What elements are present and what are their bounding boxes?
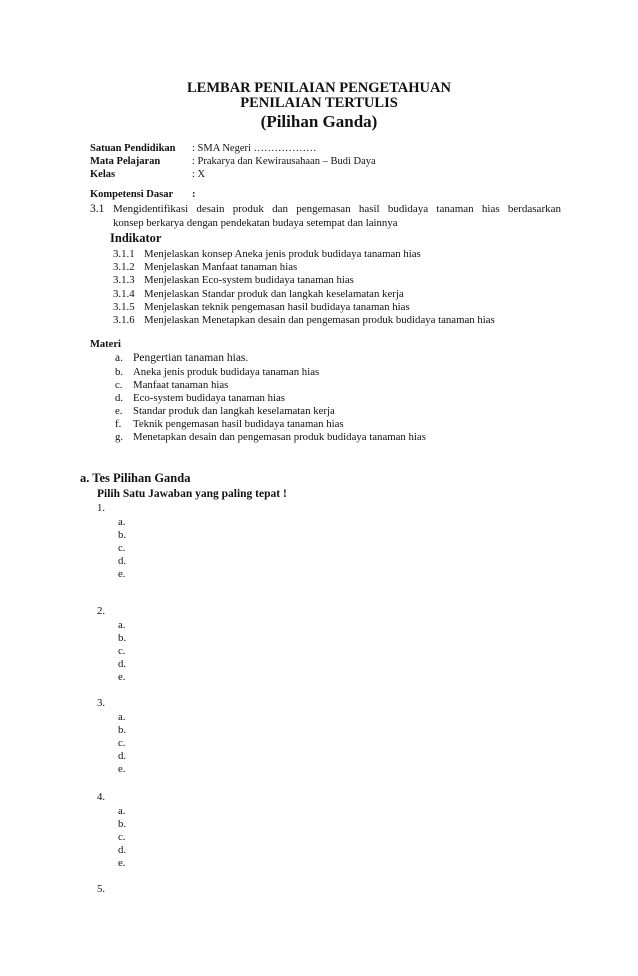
option-b: b. — [118, 724, 127, 736]
materi-text: Menetapkan desain dan pengemasan produk budidaya tanaman hias — [133, 431, 426, 443]
indikator-text: Menjelaskan konsep Aneka jenis produk budidaya tanaman hias — [144, 248, 421, 260]
info-label-kelas: Kelas — [90, 169, 116, 180]
option-a: a. — [118, 516, 126, 528]
info-label-mapel: Mata Pelajaran — [90, 156, 161, 167]
option-c: c. — [118, 645, 126, 657]
materi-letter: d. — [115, 392, 124, 404]
materi-text: Teknik pengemasan hasil budidaya tanaman hias — [133, 418, 344, 430]
option-e: e. — [118, 857, 126, 869]
materi-text: Aneka jenis produk budidaya tanaman hias — [133, 366, 320, 378]
indikator-text: Menjelaskan Standar produk dan langkah keselamatan kerja — [144, 288, 404, 300]
option-e: e. — [118, 568, 126, 580]
option-a: a. — [118, 619, 126, 631]
option-d: d. — [118, 555, 127, 567]
info-value-satuan: : SMA Negeri ……………… — [192, 143, 317, 154]
option-e: e. — [118, 763, 126, 775]
materi-letter: c. — [115, 379, 123, 391]
option-d: d. — [118, 750, 127, 762]
indikator-text: Menjelaskan Manfaat tanaman hias — [144, 261, 298, 273]
materi-letter: g. — [115, 431, 124, 443]
indikator-num: 3.1.4 — [113, 288, 135, 300]
materi-heading: Materi — [90, 339, 121, 350]
question-number: 5. — [97, 883, 106, 895]
kd-line-2: konsep berkarya dengan pendekatan budaya setempat dan lainnya — [113, 217, 398, 229]
indikator-heading: Indikator — [110, 231, 162, 245]
info-value-mapel: : Prakarya dan Kewirausahaan – Budi Daya — [192, 156, 376, 167]
title-line-3: (Pilihan Ganda) — [260, 112, 378, 131]
question-number: 3. — [97, 697, 106, 709]
kompetensi-label: Kompetensi Dasar — [90, 189, 174, 200]
indikator-num: 3.1.3 — [113, 274, 135, 286]
materi-text: Eco-system budidaya tanaman hias — [133, 392, 286, 404]
indikator-text: Menjelaskan Eco-system budidaya tanaman hias — [144, 274, 354, 286]
option-b: b. — [118, 818, 127, 830]
indikator-text: Menjelaskan Menetapkan desain dan pengemasan produk budidaya tanaman hias — [144, 314, 495, 326]
option-c: c. — [118, 831, 126, 843]
materi-letter: f. — [115, 418, 122, 430]
materi-text: Standar produk dan langkah keselamatan kerja — [133, 405, 335, 417]
question-number: 1. — [97, 502, 106, 514]
indikator-num: 3.1.5 — [113, 301, 135, 313]
option-d: d. — [118, 658, 127, 670]
materi-letter: b. — [115, 366, 124, 378]
kompetensi-colon: : — [192, 189, 196, 200]
indikator-num: 3.1.2 — [113, 261, 135, 273]
materi-text: Pengertian tanaman hias. — [133, 352, 249, 364]
indikator-num: 3.1.1 — [113, 248, 135, 260]
materi-letter: a. — [115, 352, 123, 364]
kd-line-1: Mengidentifikasi desain produk dan pengemasan hasil budidaya tanaman hias berdasarkan — [113, 203, 561, 215]
option-e: e. — [118, 671, 126, 683]
tes-instruction: Pilih Satu Jawaban yang paling tepat ! — [97, 488, 287, 500]
tes-heading: a. Tes Pilihan Ganda — [80, 471, 191, 485]
option-b: b. — [118, 632, 127, 644]
question-number: 4. — [97, 791, 106, 803]
kd-number: 3.1 — [90, 203, 105, 215]
option-d: d. — [118, 844, 127, 856]
option-b: b. — [118, 529, 127, 541]
title-line-2: PENILAIAN TERTULIS — [240, 95, 398, 111]
option-c: c. — [118, 542, 126, 554]
title-line-1: LEMBAR PENILAIAN PENGETAHUAN — [187, 80, 451, 96]
option-a: a. — [118, 805, 126, 817]
info-label-satuan: Satuan Pendidikan — [90, 143, 176, 154]
option-c: c. — [118, 737, 126, 749]
indikator-num: 3.1.6 — [113, 314, 135, 326]
option-a: a. — [118, 711, 126, 723]
question-number: 2. — [97, 605, 106, 617]
materi-text: Manfaat tanaman hias — [133, 379, 229, 391]
info-value-kelas: : X — [192, 169, 206, 180]
materi-letter: e. — [115, 405, 123, 417]
indikator-text: Menjelaskan teknik pengemasan hasil budidaya tanaman hias — [144, 301, 410, 313]
